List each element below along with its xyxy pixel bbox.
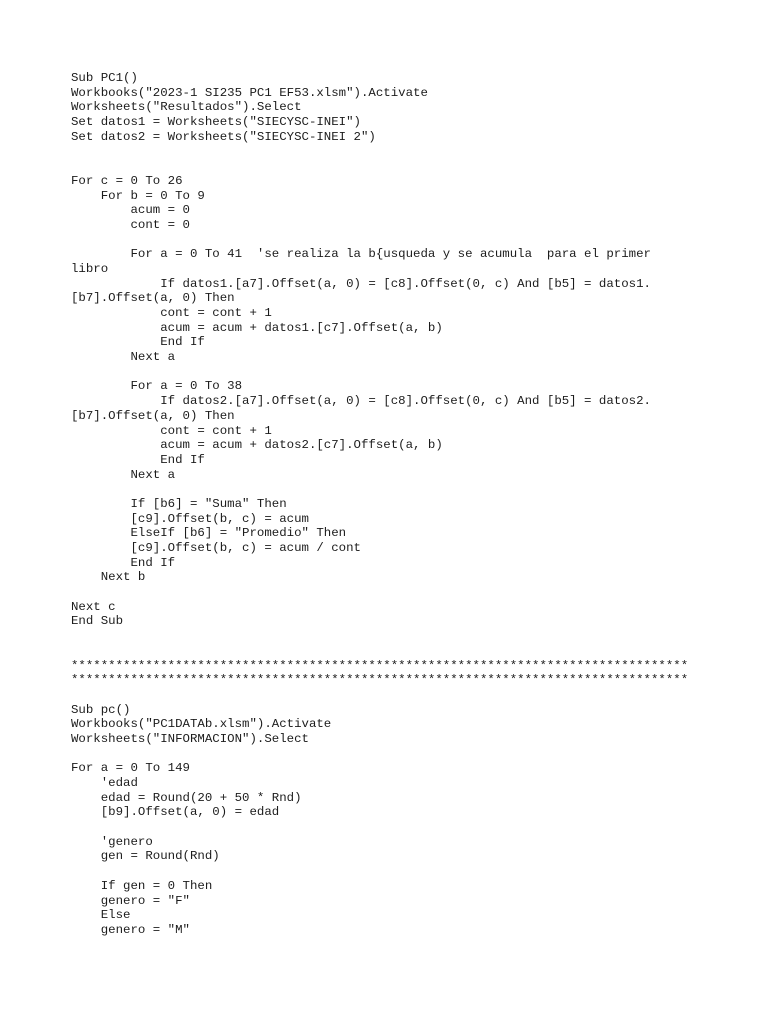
- code-line: End If: [71, 335, 205, 350]
- code-line: [c9].Offset(b, c) = acum / cont: [71, 541, 361, 555]
- code-line: For a = 0 To 149: [71, 761, 190, 776]
- code-line: genero = "M": [71, 922, 190, 937]
- code-block: [71, 71, 768, 938]
- code-line: [b7].Offset(a, 0) Then: [71, 408, 235, 423]
- code-line: [71, 688, 768, 703]
- code-line: 'genero: [71, 834, 153, 849]
- code-line: genero = "F": [71, 893, 190, 908]
- code-line: [c9].Offset(b, c) = acum: [71, 511, 309, 526]
- code-line: libro: [71, 261, 109, 276]
- code-line: cont = 0: [71, 217, 190, 232]
- code-line: [b9].Offset(a, 0) = edad: [71, 805, 280, 820]
- code-line: [71, 585, 768, 600]
- code-line: End Sub: [71, 614, 124, 629]
- code-line: ***********************************************************************************: [71, 658, 689, 673]
- code-line: End If: [71, 555, 176, 570]
- code-line: [71, 864, 768, 879]
- code-line: acum = acum + datos2.[c7].Offset(a, b): [71, 438, 443, 453]
- code-line: gen = Round(Rnd): [71, 849, 220, 864]
- code-line: Worksheets("Resultados").Select: [71, 100, 302, 115]
- code-line: For b = 0 To 9: [71, 188, 205, 203]
- code-line: cont = cont + 1: [71, 423, 272, 438]
- code-line: [71, 629, 768, 644]
- code-line: ***********************************************************************************: [71, 673, 689, 688]
- code-line: 'edad: [71, 776, 138, 790]
- code-line: For c = 0 To 26: [71, 173, 183, 188]
- code-line: If [b6] = "Suma" Then: [71, 496, 287, 511]
- code-line: Workbooks("PC1DATAb.xlsm").Activate: [71, 717, 332, 732]
- code-line: Sub pc(): [71, 702, 131, 717]
- code-line: cont = cont + 1: [71, 306, 272, 320]
- code-line: Next c: [71, 599, 116, 614]
- code-line: Worksheets("INFORMACION").Select: [71, 731, 309, 746]
- code-line: Set datos2 = Worksheets("SIECYSC-INEI 2"): [71, 129, 376, 144]
- code-line: acum = 0: [71, 203, 190, 218]
- code-line: If gen = 0 Then: [71, 878, 213, 893]
- code-line: Else: [71, 908, 131, 923]
- code-line: [71, 365, 768, 380]
- code-line: [71, 482, 768, 497]
- code-line: ElseIf [b6] = "Promedio" Then: [71, 526, 347, 541]
- code-line: [71, 747, 768, 762]
- code-line: Next b: [71, 570, 146, 585]
- code-line: [b7].Offset(a, 0) Then: [71, 291, 235, 306]
- code-line: Sub PC1(): [71, 71, 138, 85]
- code-line: For a = 0 To 41 'se realiza la b{usqueda y se acumula para el primer: [71, 247, 651, 262]
- code-line: If datos1.[a7].Offset(a, 0) = [c8].Offset(0, c) And [b5] = datos1.: [71, 276, 651, 291]
- code-line: edad = Round(20 + 50 * Rnd): [71, 790, 302, 805]
- code-line: Next a: [71, 467, 176, 482]
- code-line: acum = acum + datos1.[c7].Offset(a, b): [71, 320, 443, 335]
- code-line: For a = 0 To 38: [71, 379, 243, 394]
- code-line: End If: [71, 452, 205, 467]
- code-line: [71, 233, 768, 248]
- code-line: Workbooks("2023-1 SI235 PC1 EF53.xlsm").Activate: [71, 85, 428, 100]
- code-line: Set datos1 = Worksheets("SIECYSC-INEI"): [71, 115, 361, 130]
- code-line: [71, 644, 768, 659]
- code-line: [71, 144, 768, 159]
- code-line: [71, 159, 768, 174]
- code-line: Next a: [71, 350, 176, 365]
- code-line: If datos2.[a7].Offset(a, 0) = [c8].Offset(0, c) And [b5] = datos2.: [71, 394, 651, 409]
- code-line: [71, 820, 768, 835]
